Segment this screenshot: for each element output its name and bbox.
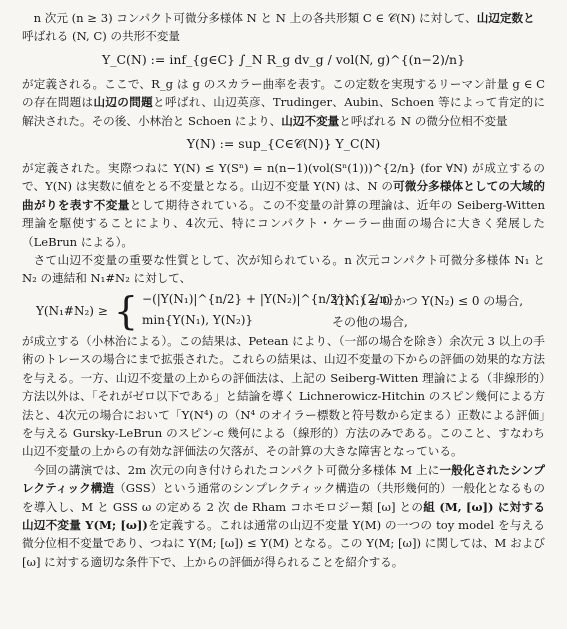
paragraph-1 <box>22 9 545 46</box>
p6-text-a: 今回の講演では、2m 次元の向き付けられたコンパクト可微分多様体 M 上に <box>33 462 440 477</box>
cases-lhs: Y(N₁#N₂) ≥ <box>36 303 108 318</box>
p2-bold-yamabe-invariant: 山辺不変量 <box>281 113 340 128</box>
equation-yamabe-constant: Y_C(N) := inf_{g∈C} ∫_N R_g dv_g / vol(N, g)^{(n−2)/n} <box>101 51 466 67</box>
p3-text-c: として期待されている。この不変量の計算の理論は、近年の Seiberg-Witten 理論を駆使することにより、4次元、特にコンパクト・ケーラー曲面の場合に大きく発展した（LeBrun による）。 <box>22 197 545 249</box>
p6-bold-gss: 一般化されたシンプレクティック構造 <box>22 462 545 496</box>
p6-text-c: （GSS）という通常のシンプレクティック構造の（共形幾何的）一般化となるものを導入し、M と GSS ω の定める 2 次 de Rham コホモロジー類 [ω] との <box>22 481 546 514</box>
left-brace: { <box>113 288 139 333</box>
case2-expr: min{Y(N₁), Y(N₂)} <box>142 312 254 327</box>
case1-cond: Y(N₁) ≤ 0 かつ Y(N₂) ≤ 0 の場合, <box>332 293 524 308</box>
p2-text-c: と呼ばれ、山辺英彦、Trudinger、Aubin、Schoen 等によって肯定的に解決された。その後、小林治と Schoen により、 <box>22 95 545 128</box>
paragraph-5: が成立する（小林治による）。この結果は、Petean により、（一部の場合を除き）余次元 3 以上の手術のトレースの場合にまで拡張された。これらの結果は、山辺不変量の下からの評価の効果的な方法を与える。一方、山辺不変量の上からの評価法は、上記の Seiberg-Witten 理論による（非線形的）方法以外は、「それがゼロ以下である」と結論を導く Lichnerowicz-Hitchin のスピン幾何による方法と、4次元の場合において「Y(N⁴) の（N⁴ のオイラー標数と符号数から定まる）正数による評価」を与える Gursky-LeBrun のスピン-c 幾何による（線形的）方法のみである。このこと、すなわち山辺不変量の上からの有効な評価法の欠落が、その計算の大きな障害となっている。 <box>22 333 545 459</box>
case1-expr: −(|Y(N₁)|^{n/2} + |Y(N₂)|^{n/2})^{2/n} <box>142 291 395 306</box>
paragraph-3 <box>22 159 545 251</box>
p2-text-a: が定義される。ここで、R_g は g のスカラー曲率を表す。この定数を実現するリーマン計量 g ∈ C の存在問題は <box>22 76 545 110</box>
case-row-2 <box>142 313 523 330</box>
paragraph-6 <box>22 461 545 571</box>
cases-rows <box>142 292 523 330</box>
connected-sum-inequality <box>36 288 545 333</box>
case-row-1 <box>142 292 523 309</box>
paragraph-2 <box>22 75 545 130</box>
p1-line2: 呼ばれる (N, C) の共形不変量 <box>22 29 180 44</box>
p2-text-e: と呼ばれる N の微分位相不変量 <box>339 113 508 128</box>
p6-text-e: を定義する。これは通常の山辺不変量 Y(M) の一つの toy model を与える微分位相不変量であり、つねに Y(M; [ω]) ≤ Y(M) となる。この Y(M; [ω]) に関しては、M および [ω] に対する適切な条件下で、上からの評価が得られることを紹介する。 <box>22 517 546 569</box>
p3-text-a: が定義された。実際つねに Y(N) ≤ Y(Sⁿ) = n(n−1)(vol(Sⁿ(1)))^{2/n} (for ∀N) が成立するので、Y(N) は実数に値をとる不変量となる。山辺不変量 Y(N) は、N の <box>22 161 545 194</box>
p1-line1: n 次元 (n ≥ 3) コンパクト可微分多様体 N と N 上の各共形類 C ∈ 𝒞(N) に対して、 <box>33 11 477 25</box>
case2-cond: その他の場合, <box>332 314 408 329</box>
p6-bold-pair-invariant: 組 (M, [ω]) に対する山辺不変量 Y(M; [ω]) <box>22 499 545 532</box>
p3-bold-global-curvature: 可微分多様体としての大域的曲がりを表す不変量 <box>22 179 545 212</box>
equation-yamabe-invariant: Y(N) := sup_{C∈𝒞(N)} Y_C(N) <box>186 136 381 152</box>
p2-bold-yamabe-problem: 山辺の問題 <box>93 95 154 110</box>
p1-bold-yamabe-constant: 山辺定数と <box>476 11 535 25</box>
paragraph-4: さて山辺不変量の重要な性質として、次が知られている。n 次元コンパクト可微分多様体 N₁ と N₂ の連結和 N₁#N₂ に対して、 <box>22 253 545 286</box>
